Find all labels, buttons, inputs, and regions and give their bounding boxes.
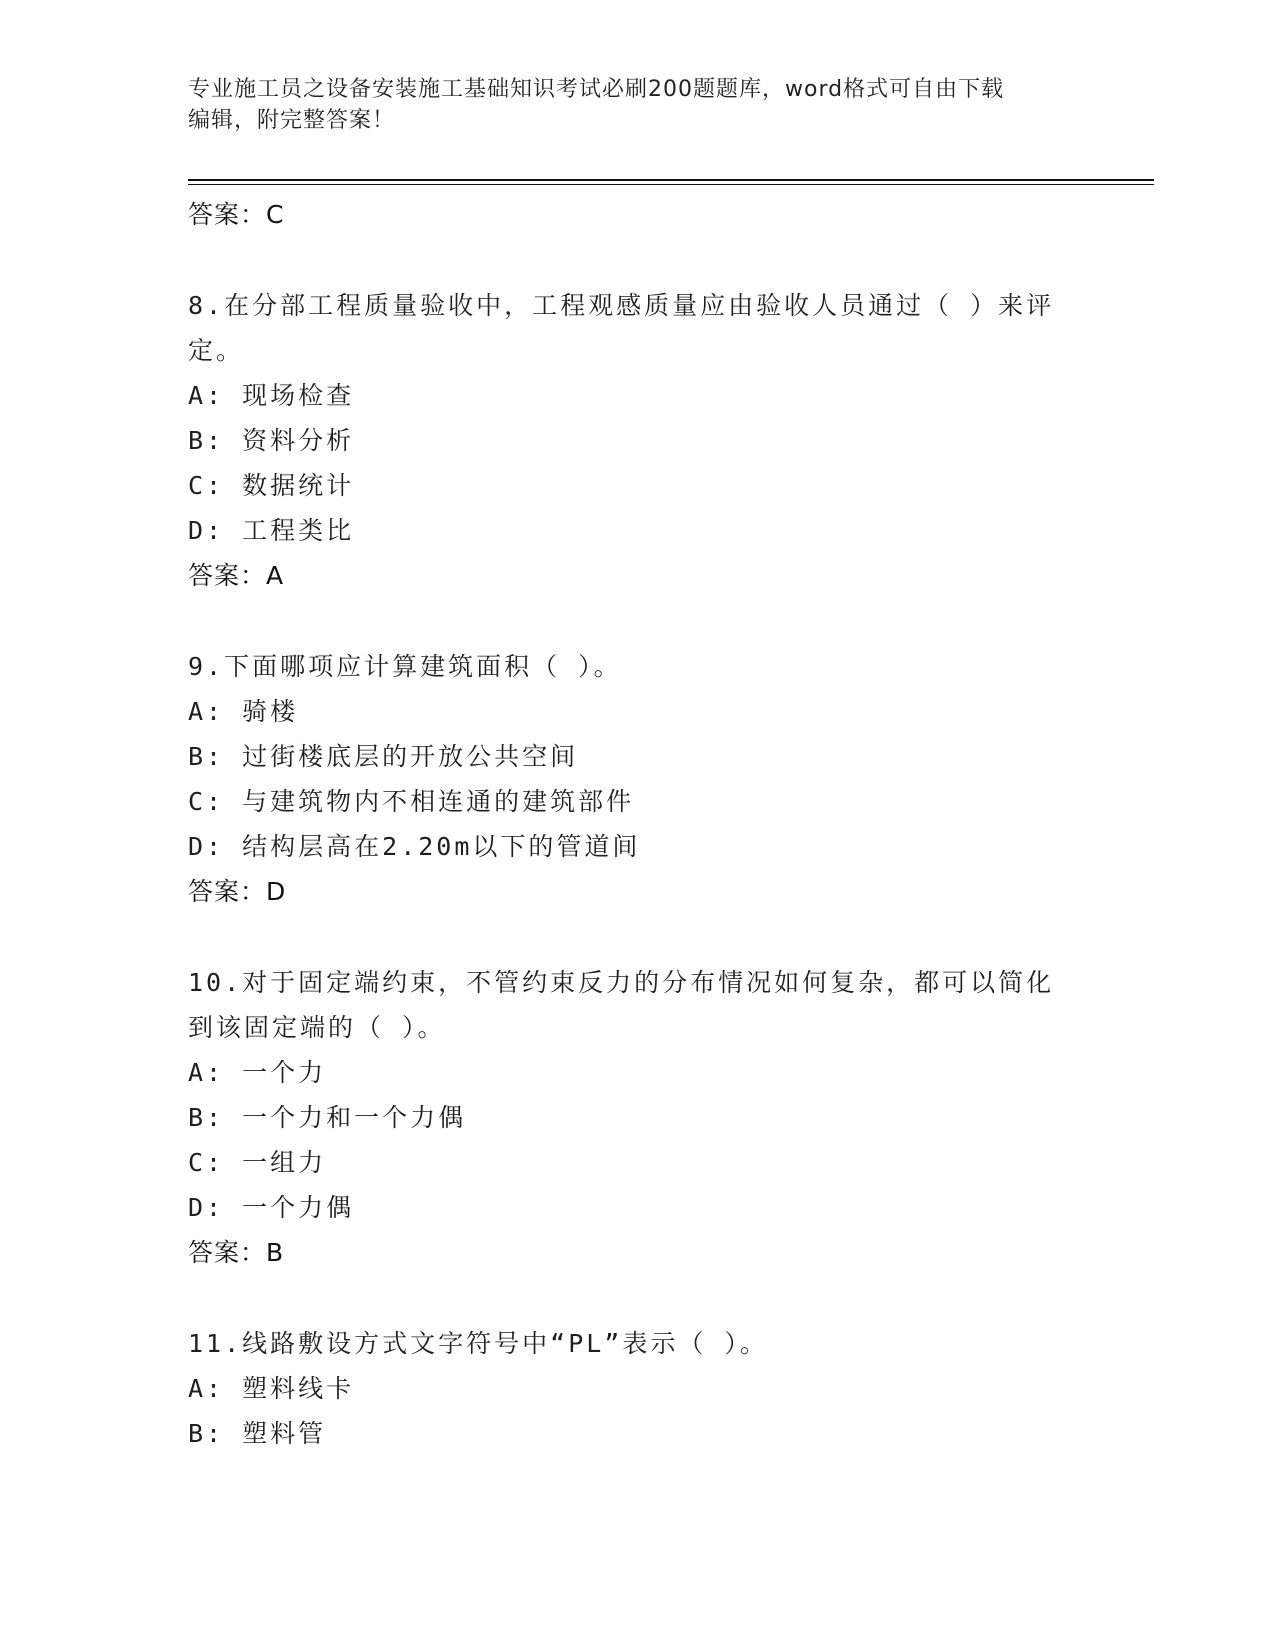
option-b: B: 塑料管: [188, 1419, 327, 1448]
question-text-line: 定。: [188, 336, 245, 365]
question-item: [188, 644, 1088, 914]
option-a: A: 一个力: [188, 1058, 327, 1087]
option-b: B: 一个力和一个力偶: [188, 1103, 467, 1132]
question-text-line: 到该固定端的（ ）。: [188, 1013, 446, 1042]
question-item: [188, 960, 1088, 1275]
option-d: D: 一个力偶: [188, 1193, 355, 1222]
answer-line: 答案：D: [188, 877, 287, 906]
header-divider: [188, 179, 1154, 185]
option-b: B: 资料分析: [188, 426, 355, 455]
answer-line: 答案：C: [188, 200, 285, 229]
option-d: D: 结构层高在2.20m以下的管道间: [188, 832, 641, 861]
option-b: B: 过街楼底层的开放公共空间: [188, 742, 579, 771]
option-a: A: 骑楼: [188, 697, 299, 726]
option-c: C: 一组力: [188, 1148, 327, 1177]
option-a: A: 塑料线卡: [188, 1374, 355, 1403]
question-text-line: 10.对于固定端约束，不管约束反力的分布情况如何复杂，都可以简化: [188, 968, 1055, 997]
document-header: [188, 74, 1068, 136]
question-item: [188, 283, 1088, 598]
question-text-line: 11.线路敷设方式文字符号中“PL”表示（ ）。: [188, 1329, 768, 1358]
question-list: [188, 192, 1088, 1456]
question-text-line: 9.下面哪项应计算建筑面积（ ）。: [188, 652, 622, 681]
question-item: [188, 1321, 1088, 1456]
answer-line: 答案：A: [188, 561, 285, 590]
answer-line: 答案：B: [188, 1238, 285, 1267]
header-line-1: 专业施工员之设备安装施工基础知识考试必刷200题题库，word格式可自由下载: [188, 77, 1005, 102]
option-c: C: 数据统计: [188, 471, 355, 500]
header-line-2: 编辑，附完整答案！: [188, 108, 396, 133]
option-d: D: 工程类比: [188, 516, 355, 545]
option-a: A: 现场检查: [188, 381, 355, 410]
question-text-line: 8.在分部工程质量验收中，工程观感质量应由验收人员通过（ ）来评: [188, 291, 1055, 320]
option-c: C: 与建筑物内不相连通的建筑部件: [188, 787, 635, 816]
